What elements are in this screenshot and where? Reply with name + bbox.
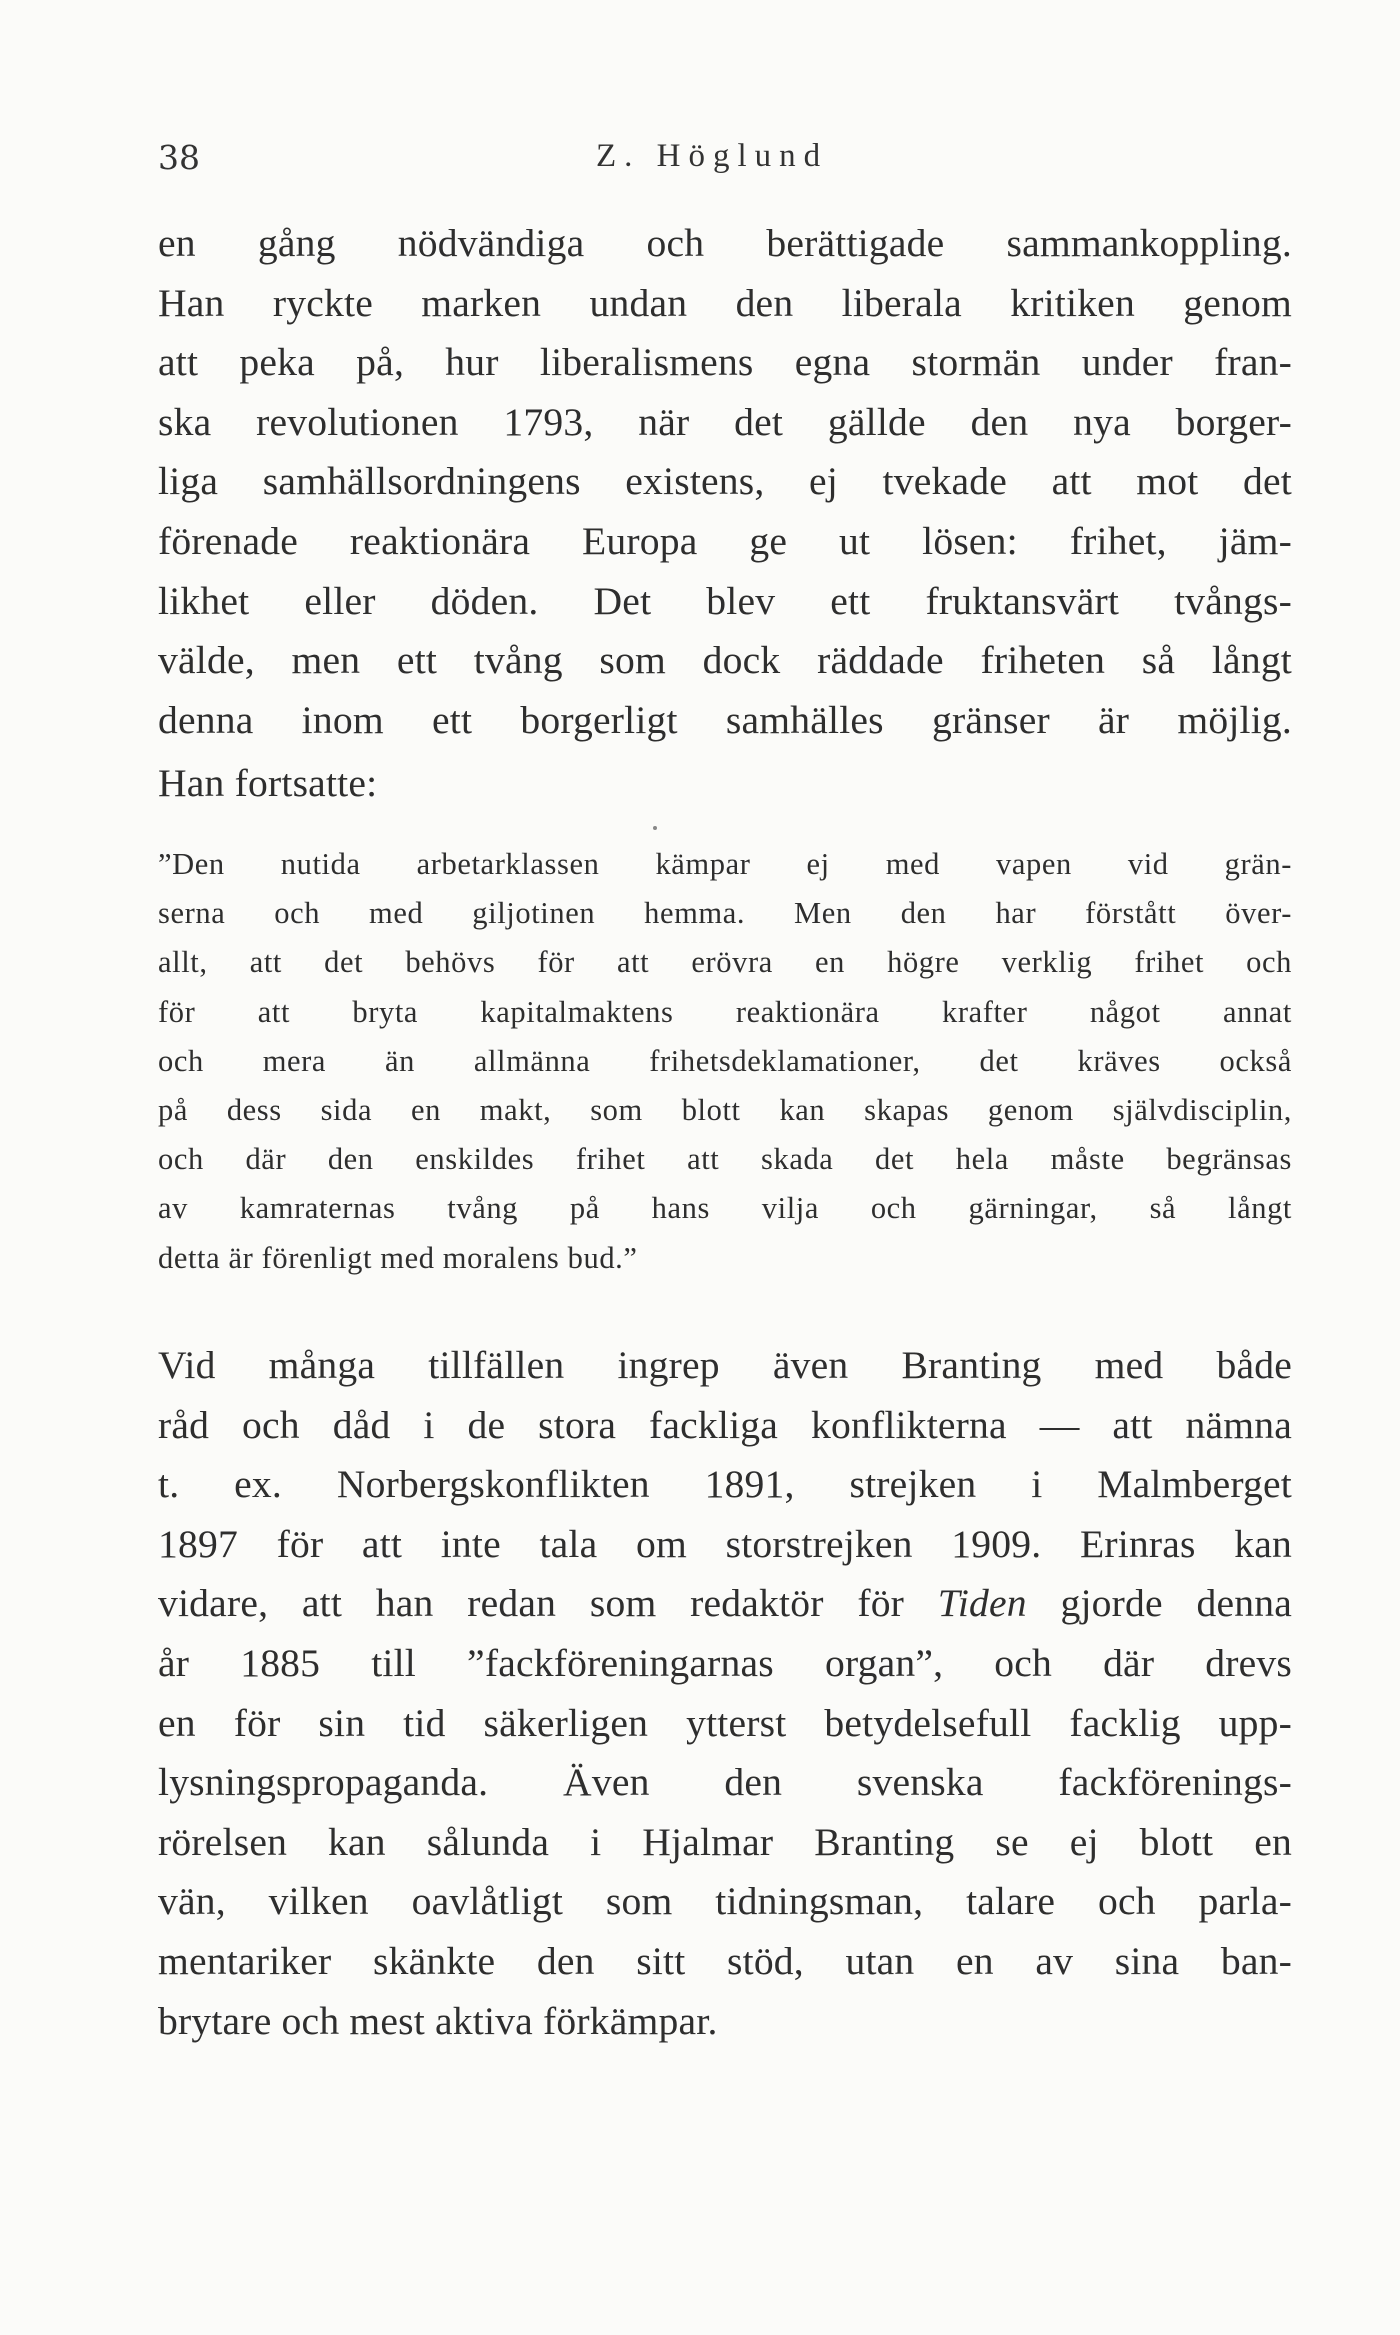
text-line: lysningspropaganda. Även den svenska fackförenings-	[158, 1760, 1292, 1805]
block-quote	[158, 840, 1292, 1283]
quote-line: serna och med giljotinen hemma. Men den har förstått över-	[158, 896, 1292, 931]
quote-line: och där den enskildes frihet att skada det hela måste begränsas	[158, 1142, 1292, 1177]
text-line: ska revolutionen 1793, när det gällde den nya borger-	[158, 399, 1292, 444]
paragraph-2	[158, 754, 1292, 814]
text-line: 1897 för att inte tala om storstrejken 1909. Erinras kan	[158, 1521, 1292, 1566]
text-line: Han fortsatte:	[158, 761, 378, 805]
quote-line: detta är förenligt med moralens bud.”	[158, 1240, 638, 1275]
text-line: t. ex. Norbergskonflikten 1891, strejken i Malmberget	[158, 1462, 1292, 1507]
running-title: Z. Höglund	[596, 138, 829, 174]
text-line: brytare och mest aktiva förkämpar.	[158, 1998, 718, 2043]
text-line: en gång nödvändiga och berättigade sammankoppling.	[158, 221, 1292, 265]
quote-line: på dess sida en makt, som blott kan skapas genom självdisciplin,	[158, 1093, 1292, 1128]
text-line: förenade reaktionära Europa ge ut lösen: frihet, jäm-	[158, 518, 1292, 563]
text-line: Vid många tillfällen ingrep även Branting med både	[158, 1343, 1292, 1387]
text-line: en för sin tid säkerligen ytterst betydelsefull facklig upp-	[158, 1700, 1292, 1745]
text-line: mentariker skänkte den sitt stöd, utan en av sina ban-	[158, 1938, 1292, 1983]
quote-line: av kamraternas tvång på hans vilja och gärningar, så långt	[158, 1191, 1292, 1226]
page-number: 38	[158, 138, 200, 177]
paper-speck	[653, 826, 657, 830]
running-head	[158, 138, 1292, 194]
italic-title: Tiden	[937, 1581, 1027, 1626]
quote-line: och mera än allmänna frihetsdeklamationer, det kräves också	[158, 1043, 1292, 1078]
text-line: råd och dåd i de stora fackliga konflikterna — att nämna	[158, 1402, 1292, 1447]
paragraph-1	[158, 214, 1292, 750]
text-line: likhet eller döden. Det blev ett fruktansvärt tvångs-	[158, 578, 1292, 623]
text-line: denna inom ett borgerligt samhälles gränser är möjlig.	[158, 697, 1292, 742]
text-line: välde, men ett tvång som dock räddade friheten så långt	[158, 638, 1292, 683]
text-line: att peka på, hur liberalismens egna stormän under fran-	[158, 340, 1292, 385]
text-line: år 1885 till ”fackföreningarnas organ”, och där drevs	[158, 1640, 1292, 1685]
quote-line: för att bryta kapitalmaktens reaktionära krafter något annat	[158, 994, 1292, 1029]
text-line: vän, vilken oavlåtligt som tidningsman, talare och parla-	[158, 1879, 1292, 1924]
text-segment: vidare, att han redan som redaktör för	[158, 1581, 938, 1626]
text-line: rörelsen kan sålunda i Hjalmar Branting se ej blott en	[158, 1819, 1292, 1864]
text-line-with-italic	[158, 1574, 1292, 1634]
text-line: Han ryckte marken undan den liberala kritiken genom	[158, 280, 1292, 325]
text-line: liga samhällsordningens existens, ej tvekade att mot det	[158, 459, 1292, 504]
text-segment: gjorde denna	[1026, 1581, 1293, 1626]
paragraph-3	[158, 1336, 1292, 2051]
quote-line: ”Den nutida arbetarklassen kämpar ej med vapen vid grän-	[158, 847, 1292, 881]
quote-line: allt, att det behövs för att erövra en högre verklig frihet och	[158, 945, 1292, 980]
